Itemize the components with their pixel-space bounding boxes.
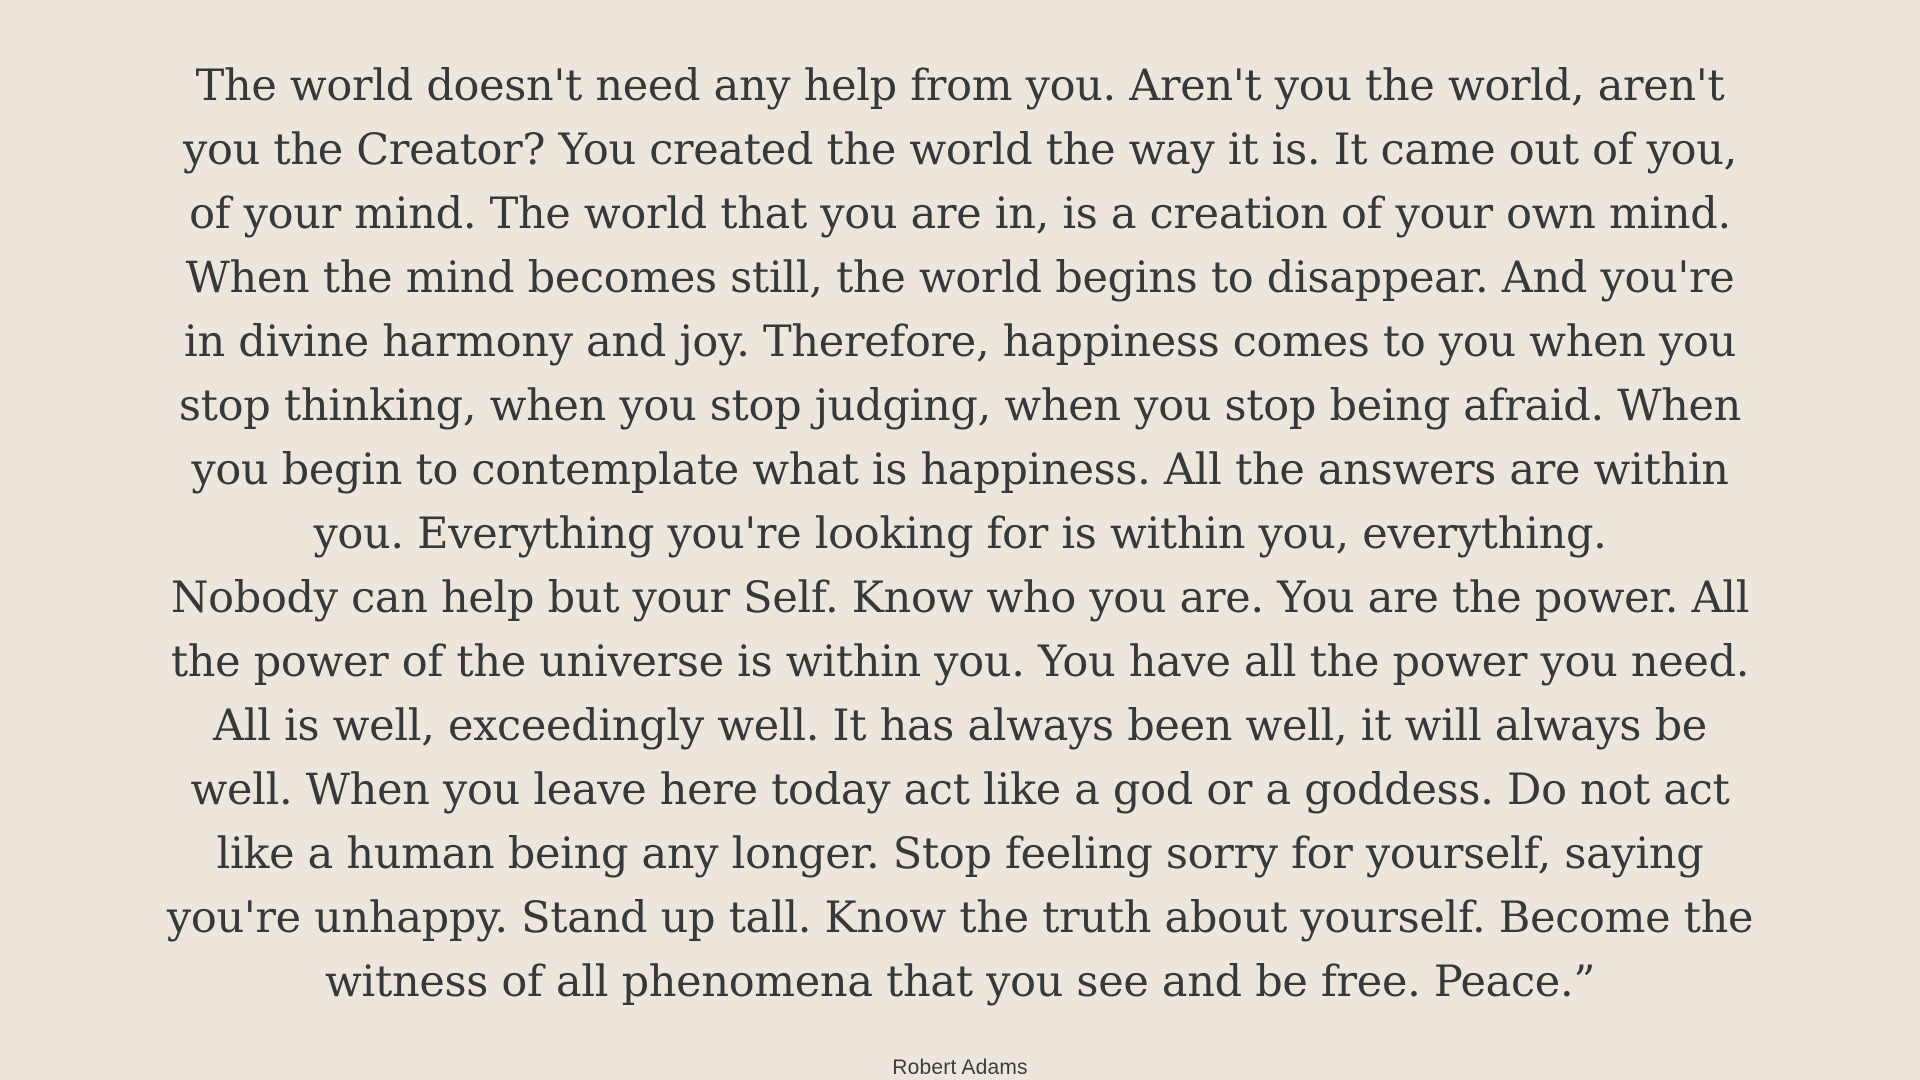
quote-text-block [160,54,1760,1014]
quote-attribution: Robert Adams [892,1056,1028,1079]
quote-paragraph-2: Nobody can help but your Self. Know who you are. You are the power. All the power of the universe is within you. You have all the power you need. All is well, exceedingly well. It has always been well, it will always be well. When you leave here today act like a god or a goddess. Do not act like a human being any longer. Stop feeling sorry for yourself, saying you're unhappy. Stand up tall. Know the truth about yourself. Become the witness of all phenomena that you see and be free. Peace.” [166,573,1754,1007]
quote-paragraph-1: The world doesn't need any help from you. Aren't you the world, aren't you the Creator? You created the world the way it is. It came out of you, of your mind. The world that you are in, is a creation of your own mind. When the mind becomes still, the world begins to disappear. And you're in divine harmony and joy. Therefore, happiness comes to you when you stop thinking, when you stop judging, when you stop being afraid. When you begin to contemplate what is happiness. All the answers are within you. Everything you're looking for is within you, everything. [178,61,1742,559]
